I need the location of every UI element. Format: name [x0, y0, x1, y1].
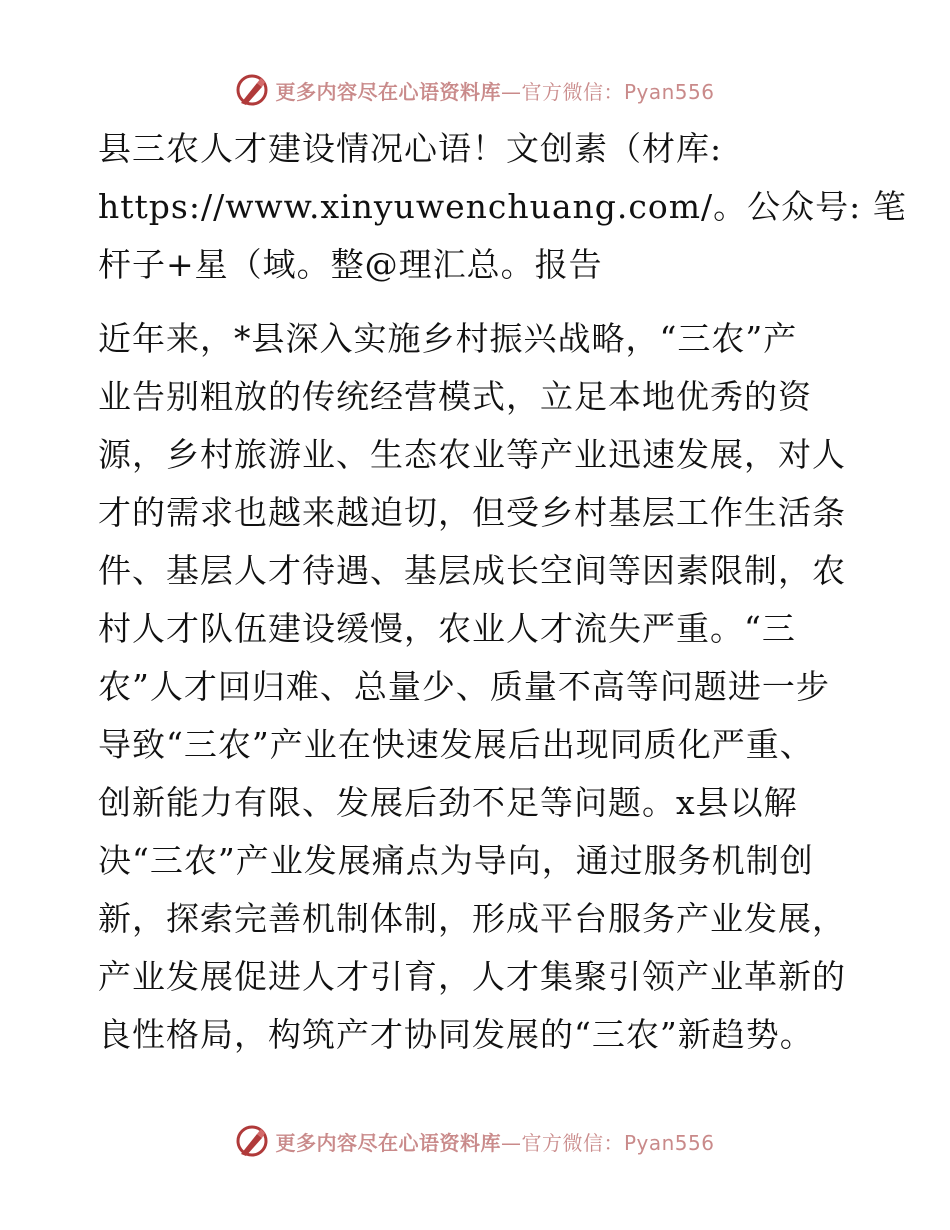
body-line: 产业发展促进人才引育，人才集聚引领产业革新的	[98, 957, 846, 996]
pen-logo-icon	[235, 73, 269, 107]
banner-text: 更多内容尽在心语资料库—官方微信：Pyan556	[275, 1130, 715, 1155]
body-line: 件、基层人才待遇、基层成长空间等因素限制，农	[98, 551, 846, 590]
body-line: 才的需求也越来越迫切，但受乡村基层工作生活条	[98, 493, 846, 532]
body-line: 新，探索完善机制体制，形成平台服务产业发展，	[98, 899, 846, 938]
body-line: 近年来，*县深入实施乡村振兴战略，“三农”产	[98, 319, 798, 358]
body-line: 源，乡村旅游业、生态农业等产业迅速发展，对人	[98, 435, 846, 474]
body-line: 创新能力有限、发展后劲不足等问题。x县以解	[98, 783, 798, 822]
body-line: 业告别粗放的传统经营模式，立足本地优秀的资	[98, 377, 812, 416]
title-line: 杆子+星（域。整@理汇总。报告	[98, 245, 603, 284]
pen-logo-icon	[235, 1124, 269, 1158]
banner-text: 更多内容尽在心语资料库—官方微信：Pyan556	[275, 79, 715, 104]
footer-banner	[0, 1121, 950, 1161]
body-line: 决“三农”产业发展痛点为导向，通过服务机制创	[98, 841, 814, 880]
body-line: 良性格局，构筑产才协同发展的“三农”新趋势。	[98, 1015, 814, 1054]
header-banner	[0, 70, 950, 110]
title-line: https://www.xinyuwenchuang.com/。公众号: 笔	[98, 187, 907, 226]
title-line: 县三农人才建设情况心语！文创素（材库:	[98, 129, 723, 168]
body-line: 农”人才回归难、总量少、质量不高等问题进一步	[98, 667, 830, 706]
body-line: 村人才队伍建设缓慢，农业人才流失严重。“三	[98, 609, 796, 648]
body-line: 导致“三农”产业在快速发展后出现同质化严重、	[98, 725, 814, 764]
